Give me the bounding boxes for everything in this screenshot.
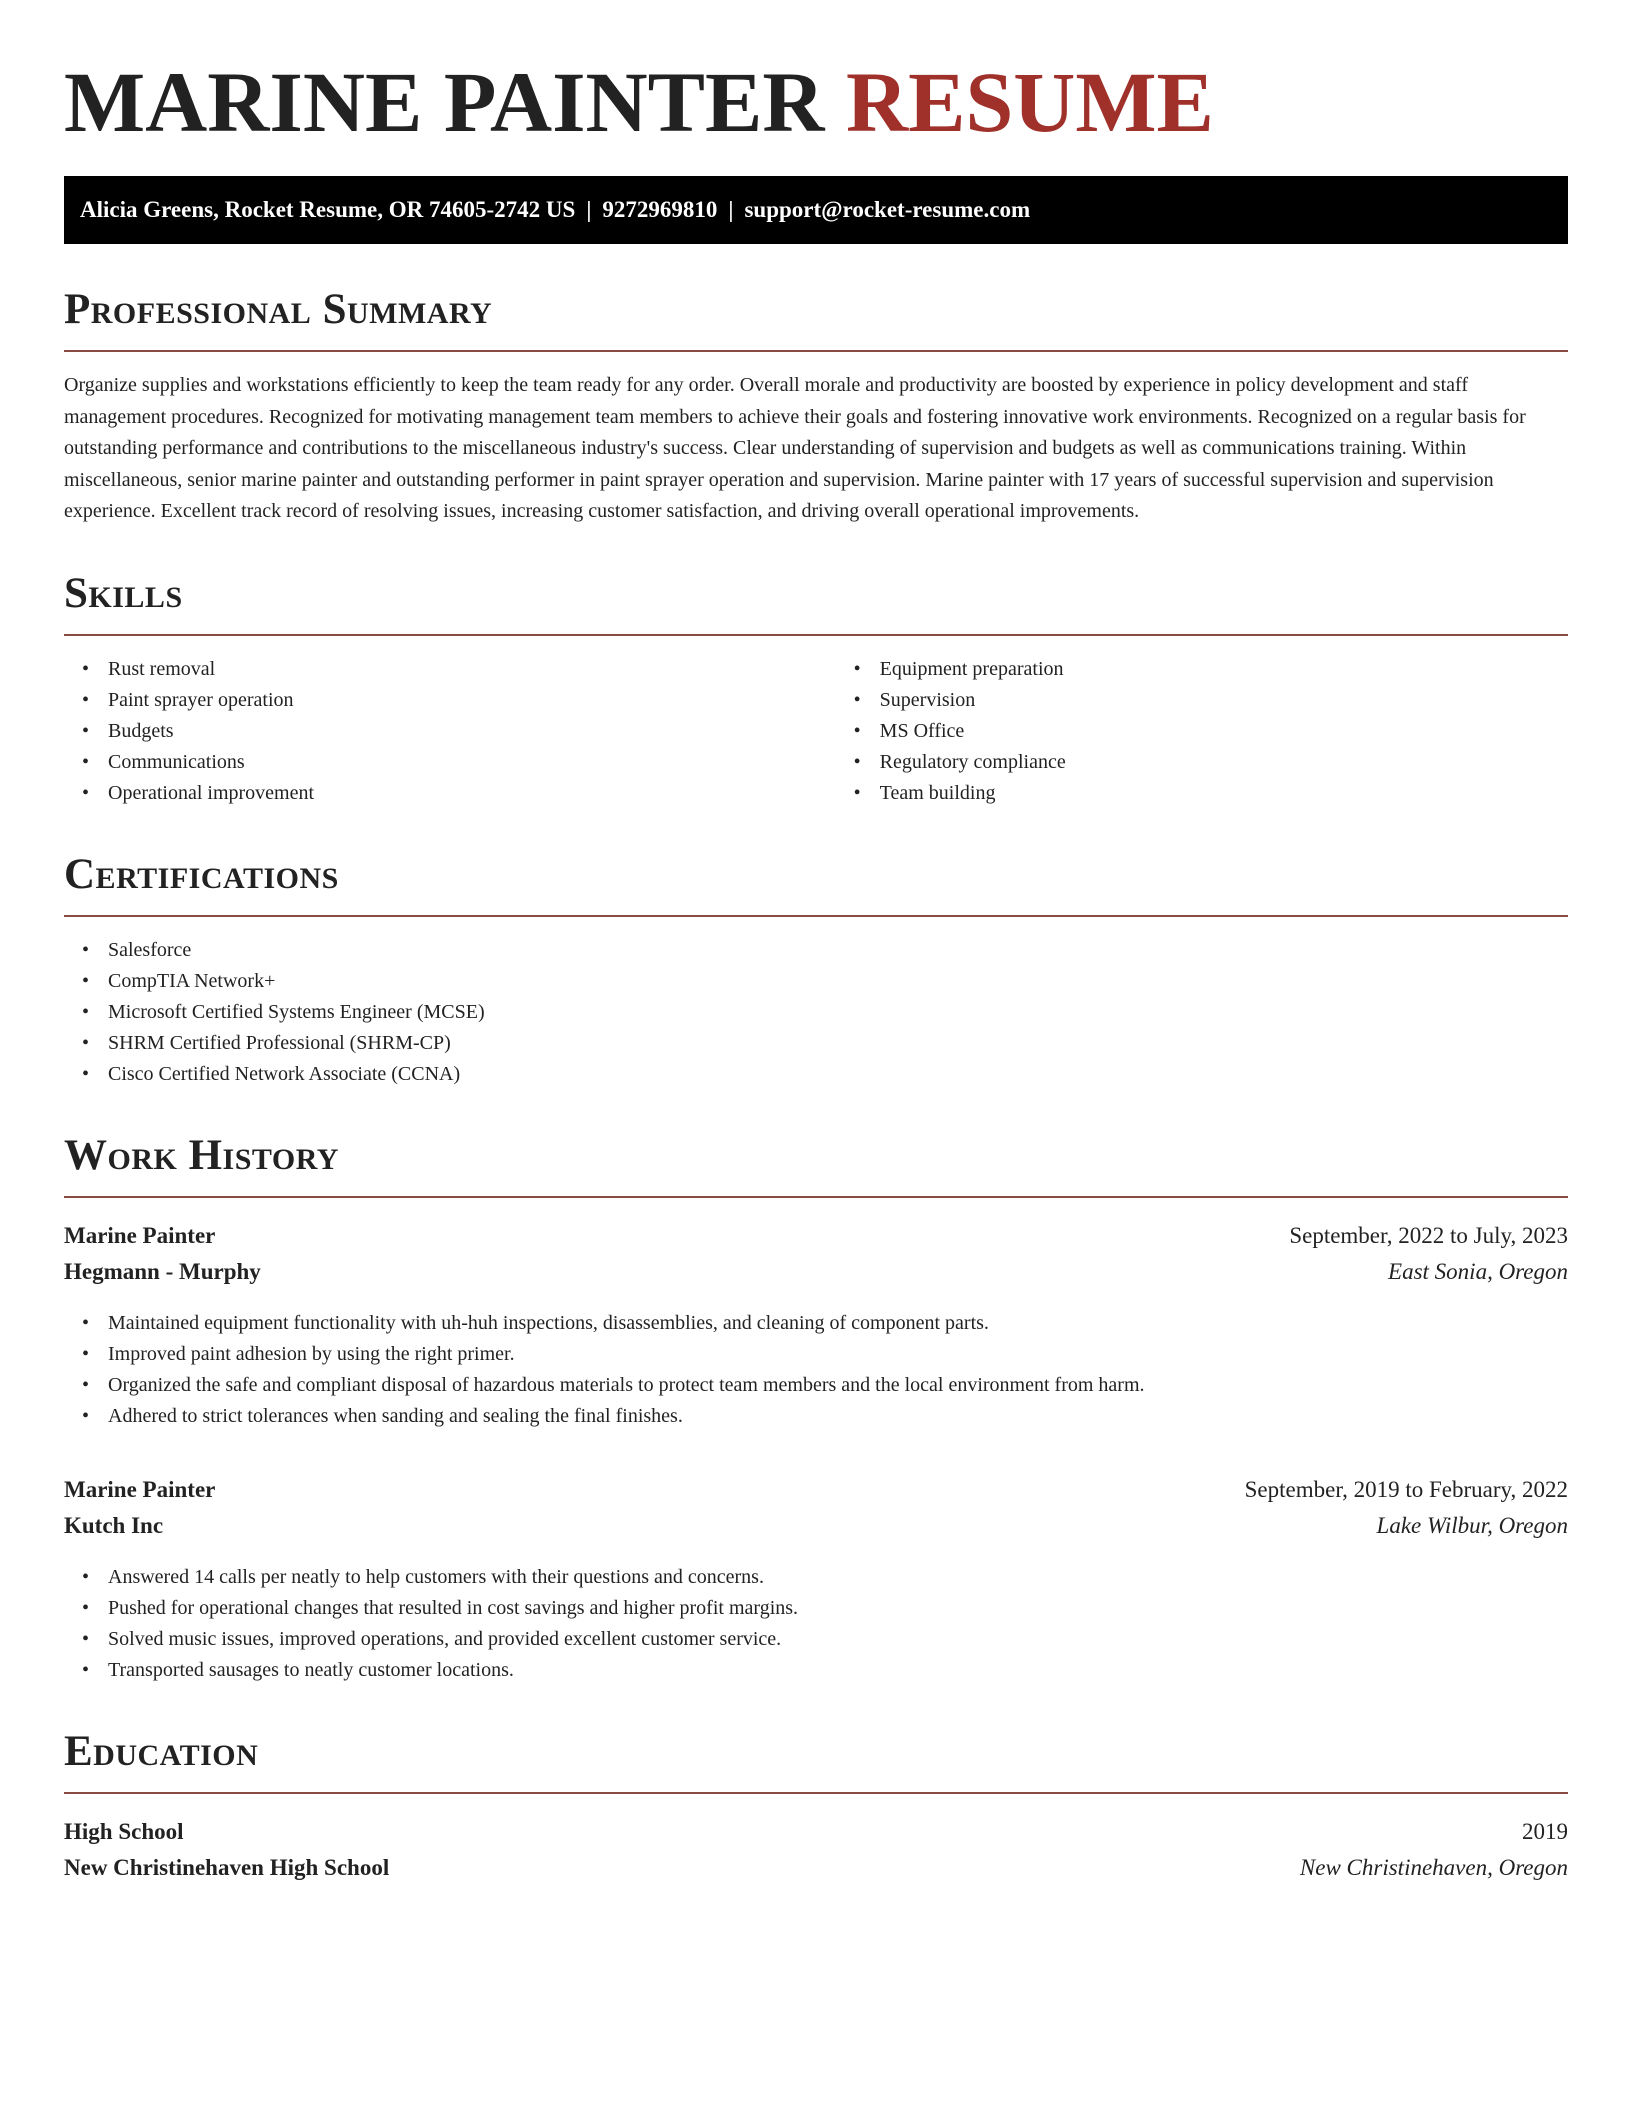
skills-heading: Skills xyxy=(64,569,183,617)
skill-item: • Regulatory compliance xyxy=(880,747,1568,778)
skill-item: • Equipment preparation xyxy=(880,654,1568,685)
job-company: Kutch Inc xyxy=(64,1512,164,1538)
education-location: New Christinehaven, Oregon xyxy=(1299,1854,1568,1880)
job-dates: September, 2019 to February, 2022 xyxy=(1244,1476,1568,1502)
section-divider xyxy=(64,915,1568,917)
skill-item: • Team building xyxy=(880,778,1568,809)
job-location: Lake Wilbur, Oregon xyxy=(1376,1512,1568,1538)
skills-list-left xyxy=(64,654,836,809)
section-divider xyxy=(64,350,1568,352)
education-entry xyxy=(64,1814,1568,1886)
job-duties-list xyxy=(64,1308,1568,1432)
job-duty: • Answered 14 calls per neatly to help customers with their questions and concerns. xyxy=(108,1562,1568,1593)
summary-heading: Professional Summary xyxy=(64,286,493,333)
certification-item: • SHRM Certified Professional (SHRM-CP) xyxy=(108,1028,1568,1059)
title-main: MARINE PAINTER xyxy=(64,54,825,150)
job-duty: • Solved music issues, improved operations, and provided excellent customer service. xyxy=(108,1624,1568,1655)
job-company: Hegmann - Murphy xyxy=(64,1258,261,1284)
skill-item: • Rust removal xyxy=(108,654,836,685)
contact-bar xyxy=(64,176,1568,244)
job-company-row xyxy=(64,1254,1568,1290)
contact-email: support@rocket-resume.com xyxy=(744,197,1031,222)
skill-item: • Communications xyxy=(108,747,836,778)
job-title: Marine Painter xyxy=(64,1222,216,1248)
certifications-section xyxy=(64,849,1568,1090)
skill-item: • Paint sprayer operation xyxy=(108,685,836,716)
job-duties-list xyxy=(64,1562,1568,1686)
education-school-row xyxy=(64,1850,1568,1886)
job-duty: • Maintained equipment functionality with uh-huh inspections, disassemblies, and cleaning of component parts. xyxy=(108,1308,1568,1339)
certifications-heading: Certifications xyxy=(64,850,339,898)
education-year: 2019 xyxy=(1522,1818,1568,1844)
skill-item: • MS Office xyxy=(880,716,1568,747)
title-accent: RESUME xyxy=(845,54,1214,150)
certification-item: • Salesforce xyxy=(108,935,1568,966)
skills-grid xyxy=(64,654,1568,809)
resume-title xyxy=(64,0,1568,174)
section-divider xyxy=(64,1792,1568,1794)
certification-item: • Microsoft Certified Systems Engineer (MCSE) xyxy=(108,997,1568,1028)
section-divider xyxy=(64,634,1568,636)
contact-phone: 9272969810 xyxy=(602,197,718,222)
work-history-heading: Work History xyxy=(64,1131,339,1179)
education-section xyxy=(64,1726,1568,1886)
job-title: Marine Painter xyxy=(64,1476,216,1502)
job-location: East Sonia, Oregon xyxy=(1388,1258,1568,1284)
job-duty: • Adhered to strict tolerances when sanding and sealing the final finishes. xyxy=(108,1401,1568,1432)
job-duty: • Transported sausages to neatly customer locations. xyxy=(108,1655,1568,1686)
job-duty: • Pushed for operational changes that resulted in cost savings and higher profit margins. xyxy=(108,1593,1568,1624)
job-duty: • Improved paint adhesion by using the right primer. xyxy=(108,1339,1568,1370)
skill-item: • Supervision xyxy=(880,685,1568,716)
work-history-section xyxy=(64,1130,1568,1686)
job-company-row xyxy=(64,1508,1568,1544)
education-school: New Christinehaven High School xyxy=(64,1854,390,1880)
job-header-row xyxy=(64,1472,1568,1508)
job-entry xyxy=(64,1218,1568,1432)
skill-item: • Budgets xyxy=(108,716,836,747)
skill-item: • Operational improvement xyxy=(108,778,836,809)
certifications-list xyxy=(64,935,1568,1090)
contact-separator: | xyxy=(586,197,592,222)
education-heading: Education xyxy=(64,1727,259,1775)
summary-section xyxy=(64,284,1568,528)
certification-item: • CompTIA Network+ xyxy=(108,966,1568,997)
skills-list-right xyxy=(836,654,1568,809)
summary-text: Organize supplies and workstations efficiently to keep the team ready for any order. Overall morale and productivity are boosted by experience in policy development and staff management procedures. Recognized for motivating management team members to achieve their goals and fostering innovative work environments. Recognized on a regular basis for outstanding performance and contributions to the miscellaneous industry's success. Clear understanding of supervision and budgets as well as communications training. Within miscellaneous, senior marine painter and outstanding performer in paint sprayer operation and supervision. Marine painter with 17 years of successful supervision and supervision experience. Excellent track record of resolving issues, increasing customer satisfaction, and driving overall operational improvements. xyxy=(64,374,1526,522)
job-header-row xyxy=(64,1218,1568,1254)
contact-separator: | xyxy=(728,197,734,222)
job-entry xyxy=(64,1472,1568,1686)
contact-address: Alicia Greens, Rocket Resume, OR 74605-2742 US xyxy=(80,197,576,222)
skills-section xyxy=(64,568,1568,809)
education-header-row xyxy=(64,1814,1568,1850)
job-duty: • Organized the safe and compliant disposal of hazardous materials to protect team members and the local environment from harm. xyxy=(108,1370,1568,1401)
certification-item: • Cisco Certified Network Associate (CCNA) xyxy=(108,1059,1568,1090)
section-divider xyxy=(64,1196,1568,1198)
job-dates: September, 2022 to July, 2023 xyxy=(1289,1222,1568,1248)
education-degree: High School xyxy=(64,1818,184,1844)
